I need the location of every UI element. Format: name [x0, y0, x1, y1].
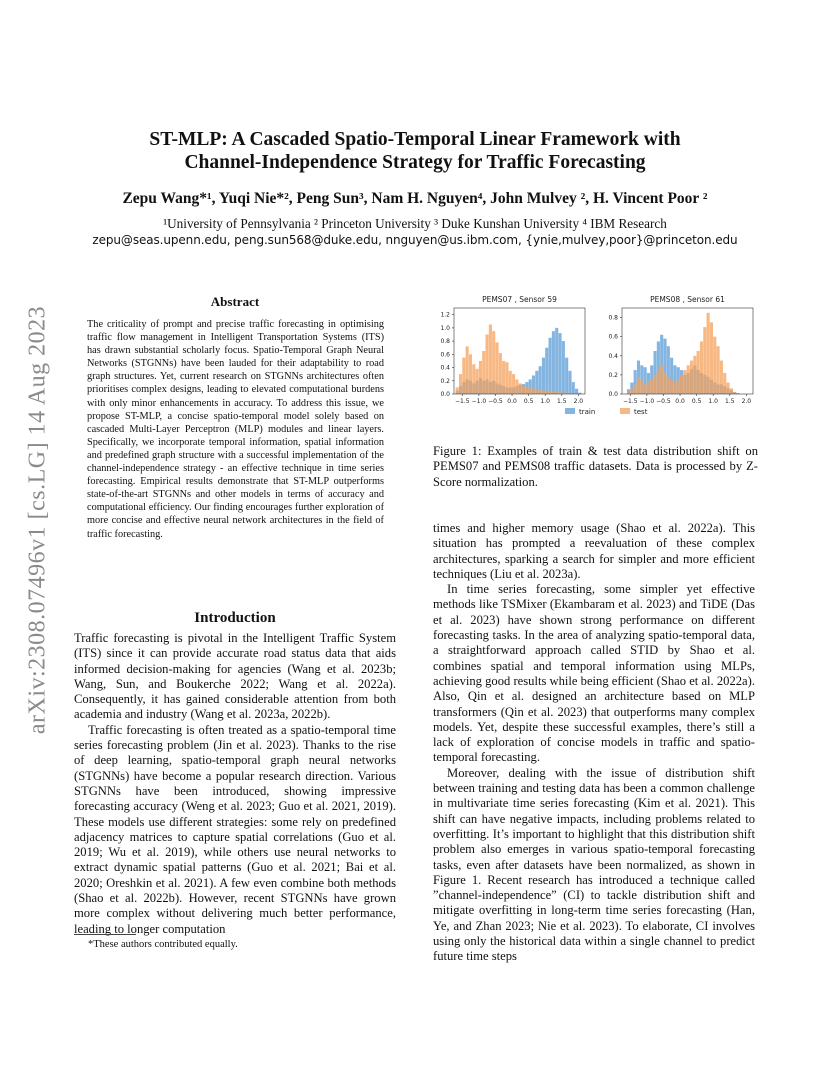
- bar-test: [519, 383, 522, 394]
- bar-train: [575, 389, 578, 394]
- y-tick-label: 0.4: [608, 352, 618, 360]
- y-tick-label: 0.0: [440, 391, 450, 398]
- x-tick-label: 2.0: [741, 398, 752, 405]
- bar-test: [640, 380, 643, 394]
- bar-train: [552, 331, 555, 394]
- abstract-heading: Abstract: [210, 294, 260, 309]
- bar-test: [647, 383, 650, 394]
- bar-train: [539, 366, 542, 394]
- bar-test: [539, 390, 542, 394]
- bar-test: [512, 374, 515, 394]
- title-line-2: Channel-Independence Strategy for Traffic Forecasting: [184, 152, 646, 173]
- bar-test: [476, 369, 479, 394]
- y-tick-label: 0.8: [608, 314, 618, 322]
- bar-train: [545, 348, 548, 394]
- x-tick-label: 2.0: [573, 398, 584, 405]
- x-tick-label: −1.5: [455, 398, 470, 405]
- bar-test: [700, 341, 703, 394]
- bar-test: [495, 342, 498, 394]
- bar-train: [549, 338, 552, 394]
- bar-test: [673, 383, 676, 394]
- right-column-body: [433, 521, 755, 965]
- x-tick-label: 1.0: [540, 398, 550, 405]
- bar-test: [499, 353, 502, 394]
- bar-test: [703, 327, 706, 394]
- bar-test: [552, 391, 555, 394]
- bar-train: [565, 358, 568, 394]
- intro-paragraph-2: Traffic forecasting is often treated as a spatio-temporal time series forecasting problem (Jin et al. 2023). Thanks to the rise of deep learning, spatio-temporal graph neural networks (STGNNs) have become a popular research direction. Various STGNNs have been introduced, showing impressive forecasting accuracy (Weng et al. 2023; Guo et al. 2021, 2019). These models use different strategies: some rely on predefined adjacency matrices to capture spatial correlations (Guo et al. 2019; Wu et al. 2019), while others use neural networks to extract dynamic spatial patterns (Guo et al. 2021; Bai et al. 2020; Oreshkin et al. 2021). A few even combine both methods (Shao et al. 2022b). However, recent STGNNs have grown more complex without delivering much better performance, leading to longer computation: [74, 722, 396, 936]
- y-tick-label: 0.2: [608, 371, 618, 379]
- y-tick-label: 1.2: [440, 311, 450, 319]
- bar-test: [660, 365, 663, 394]
- bar-test: [723, 373, 726, 394]
- figure-1: [430, 290, 765, 425]
- distribution-histograms: [430, 290, 765, 425]
- bar-test: [545, 391, 548, 394]
- bar-train: [562, 341, 565, 394]
- bar-test: [509, 371, 512, 394]
- y-tick-label: 0.2: [440, 377, 450, 385]
- title-line-1: ST-MLP: A Cascaded Spatio-Temporal Linear Framework with: [149, 129, 681, 150]
- bar-train: [555, 328, 558, 394]
- bar-test: [456, 387, 459, 394]
- bar-test: [683, 370, 686, 394]
- bar-test: [730, 388, 733, 394]
- bar-test: [489, 325, 492, 394]
- x-tick-label: −1.0: [639, 398, 655, 405]
- bar-test: [525, 387, 528, 394]
- bar-test: [663, 373, 666, 394]
- x-tick-label: 0.5: [523, 398, 534, 405]
- bar-train: [568, 371, 571, 394]
- bar-test: [690, 361, 693, 394]
- chart-title-2: PEMS08 , Sensor 61: [650, 295, 725, 304]
- y-tick-label: 0.6: [608, 333, 618, 341]
- y-tick-label: 0.4: [440, 364, 450, 372]
- bar-test: [687, 365, 690, 394]
- bar-test: [535, 389, 538, 394]
- bar-test: [505, 362, 508, 394]
- y-tick-label: 0.0: [608, 391, 618, 398]
- bar-test: [542, 391, 545, 394]
- bar-test: [720, 361, 723, 394]
- arxiv-identifier-text: arXiv:2308.07496v1 [cs.LG] 14 Aug 2023: [24, 305, 51, 735]
- bar-test: [667, 377, 670, 394]
- bar-test: [462, 358, 465, 394]
- footnote-divider: [74, 934, 136, 935]
- abstract-body: The criticality of prompt and precise traffic forecasting in optimising traffic flow management in Intelligent Transportation Systems (ITS) has drawn substantial scholarly focus. Spatio-Temporal Graph Neural Networks (STGNNs) have been lauded for their adaptability to road graph structures. Yet, current research on STGNNs architectures often prioritises complex designs, leading to elevated computational burdens with only minor enhancements in accuracy. To address this issue, we propose ST-MLP, a concise spatio-temporal model solely based on cascaded Multi-Layer Perceptron (MLP) modules and linear layers. Specifically, we incorporate temporal information, spatial information and predefined graph structure with a successful implementation of the channel-independence strategy - an effective technique in time series forecasting. Empirical results demonstrate that ST-MLP outperforms state-of-the-art STGNNs and other models in terms of accuracy and computational efficiency. Our finding encourages further exploration of more concise and effective neural network architectures in the field of traffic forecasting.: [87, 319, 384, 540]
- bar-test: [650, 380, 653, 394]
- legend-label-test: test: [634, 408, 648, 416]
- bar-test: [522, 386, 525, 394]
- y-tick-label: 1.0: [440, 324, 450, 332]
- bar-test: [482, 351, 485, 394]
- bar-train: [558, 333, 561, 394]
- bar-test: [654, 375, 657, 394]
- affiliations: ¹University of Pennsylvania ² Princeton University ³ Duke Kunshan University ⁴ IBM Research: [163, 216, 667, 231]
- chart-title-1: PEMS07 , Sensor 59: [482, 295, 557, 304]
- figure-1-caption: Figure 1: Examples of train & test data distribution shift on PEMS07 and PEMS08 traffic datasets. Data is processed by Z-Score normalization.: [433, 444, 758, 489]
- y-tick-label: 0.6: [440, 351, 450, 359]
- x-tick-label: −0.5: [488, 398, 503, 405]
- bar-test: [697, 351, 700, 394]
- arxiv-identifier-sidebar: [18, 280, 58, 760]
- bar-test: [630, 389, 633, 394]
- x-tick-label: 1.0: [708, 398, 718, 405]
- x-tick-label: 0.0: [507, 398, 517, 405]
- bar-test: [677, 380, 680, 394]
- bar-test: [549, 391, 552, 394]
- author-list: Zepu Wang*¹, Yuqi Nie*², Peng Sun³, Nam H. Nguyen⁴, John Mulvey ², H. Vincent Poor ²: [122, 190, 708, 207]
- bar-test: [644, 384, 647, 394]
- bar-test: [479, 361, 482, 394]
- x-tick-label: 0.5: [691, 398, 702, 405]
- right-paragraph-2: In time series forecasting, some simpler yet effective methods like TSMixer (Ekambaram et al. 2023) and TiDE (Das et al. 2023) have shown strong performance on different forecasting tasks. In the area of analyzing spatio-temporal data, a straightforward approach called STID by Shao et al. combines spatial and temporal information using MLPs, achieving good results while being efficient (Shao et al. 2022a). Also, Qin et al. designed an architecture based on MLP transformers (Qin et al. 2023) that outperforms many complex models. Yet, despite these successful examples, there’s still a lack of exploration of concise models in traffic and spatio-temporal forecasting.: [433, 582, 755, 765]
- bar-test: [492, 331, 495, 394]
- introduction-heading: Introduction: [194, 610, 276, 626]
- bar-test: [502, 361, 505, 394]
- legend-swatch-test: [620, 408, 630, 414]
- x-tick-label: −1.5: [623, 398, 638, 405]
- x-tick-label: 0.0: [675, 398, 685, 405]
- bar-test: [707, 313, 710, 394]
- y-tick-label: 0.8: [440, 338, 450, 346]
- x-tick-label: 1.5: [557, 398, 567, 405]
- left-column-body: [74, 631, 396, 937]
- intro-paragraph-1: Traffic forecasting is pivotal in the Intelligent Traffic System (ITS) since it can provide accurate road status data that aids informed decision-making for agencies (Wang et al. 2023b; Wang, Sun, and Boukerche 2022; Wang et al. 2022a). Consequently, it has gained considerable attention from both academia and industry (Wang et al. 2023a, 2022b).: [74, 631, 396, 722]
- bar-test: [532, 389, 535, 394]
- bar-test: [637, 377, 640, 394]
- legend-label-train: train: [579, 408, 596, 416]
- footnote: *These authors contributed equally.: [88, 939, 238, 950]
- paper-title: [90, 128, 740, 174]
- bar-test: [459, 374, 462, 394]
- bar-train: [542, 358, 545, 394]
- bar-test: [726, 383, 729, 394]
- bar-test: [717, 346, 720, 394]
- bar-test: [529, 387, 532, 394]
- bar-test: [469, 354, 472, 394]
- bar-test: [713, 337, 716, 394]
- bar-test: [693, 356, 696, 394]
- right-paragraph-1: times and higher memory usage (Shao et al. 2022a). This situation has prompted a reevaluation of these complex architectures, sparking a search for simpler and more efficient techniques (Liu et al. 2023a).: [433, 521, 755, 581]
- x-tick-label: −1.0: [471, 398, 487, 405]
- x-tick-label: −0.5: [656, 398, 671, 405]
- author-emails: zepu@seas.upenn.edu, peng.sun568@duke.edu, nnguyen@us.ibm.com, {ynie,mulvey,poor}@princeton.edu: [92, 233, 738, 247]
- bar-test: [472, 364, 475, 394]
- bar-test: [670, 380, 673, 394]
- legend-swatch-train: [565, 408, 575, 414]
- bar-test: [710, 322, 713, 394]
- bar-test: [515, 379, 518, 394]
- right-paragraph-3: Moreover, dealing with the issue of distribution shift between training and testing data has been a common challenge in multivariate time series forecasting (Kim et al. 2021). This shift can have negative impacts, including problems related to overfitting. It’s important to highlight that this distribution shift problem also emerges in various spatio-temporal forecasting tasks, even after datasets have been normalized, as shown in Figure 1. Recent research has introduced a technique called ”channel-independence” (CI) to tackle distribution shift and mitigate overfitting in long-term time series forecasting (Han, Ye, and Zhan 2023; Nie et al. 2023). To elaborate, CI involves using only the historical data within a single channel to predict future time steps: [433, 765, 755, 964]
- x-tick-label: 1.5: [725, 398, 735, 405]
- bar-test: [657, 370, 660, 394]
- bar-test: [466, 346, 469, 394]
- bar-test: [680, 375, 683, 394]
- bar-test: [486, 334, 489, 394]
- bar-train: [572, 382, 575, 394]
- bar-test: [634, 384, 637, 394]
